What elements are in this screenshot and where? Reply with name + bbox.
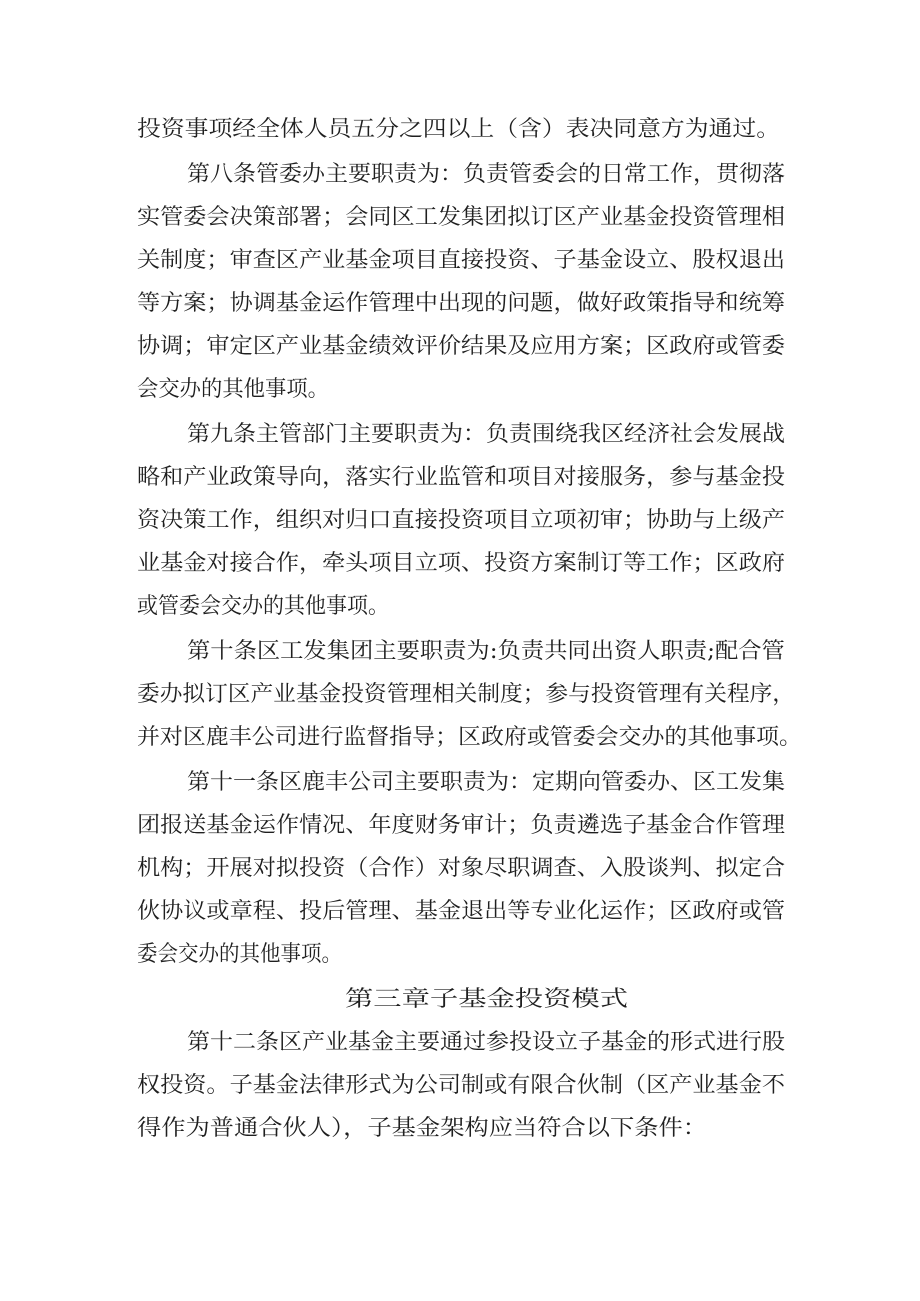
article-9-line-5: 或管委会交办的其他事项。: [137, 594, 390, 619]
article-8-line-3: 关制度；审查区产业基金项目直接投资、子基金设立、股权退出: [137, 248, 785, 273]
article-8-line-6: 会交办的其他事项。: [137, 377, 330, 402]
article-10-line-1: 第十条区工发集团主要职责为:负责共同出资人职责;配合管: [187, 639, 785, 664]
article-9-line-2: 略和产业政策导向，落实行业监管和项目对接服务，参与基金投: [137, 465, 785, 490]
article-12-line-2: 权投资。子基金法律形式为公司制或有限合伙制（区产业基金不: [137, 1073, 785, 1098]
article-11-line-4: 伙协议或章程、投后管理、基金退出等专业化运作；区政府或管: [137, 899, 785, 924]
article-12-line-3: 得作为普通合伙人），子基金架构应当符合以下条件：: [137, 1116, 708, 1141]
article-11-line-1: 第十一条区鹿丰公司主要职责为：定期向管委办、区工发集: [187, 770, 786, 795]
article-12-line-1: 第十二条区产业基金主要通过参投设立子基金的形式进行股: [187, 1030, 786, 1055]
article-10-line-2: 委办拟订区产业基金投资管理相关制度；参与投资管理有关程序，: [137, 682, 795, 707]
article-11-line-5: 委会交办的其他事项。: [137, 942, 343, 967]
article-9-line-3: 资决策工作，组织对归口直接投资项目立项初审；协助与上级产: [137, 508, 785, 533]
chapter-heading: 第三章子基金投资模式: [345, 987, 629, 1012]
article-9-line-4: 业基金对接合作，牵头项目立项、投资方案制订等工作；区政府: [137, 551, 785, 576]
article-9-line-1: 第九条主管部门主要职责为：负责围绕我区经济社会发展战: [187, 422, 786, 447]
article-8-line-2: 实管委会决策部署；会同区工发集团拟订区产业基金投资管理相: [137, 205, 785, 230]
article-10-line-3: 并对区鹿丰公司进行监督指导；区政府或管委会交办的其他事项。: [137, 725, 803, 750]
article-11-line-3: 机构；开展对拟投资（合作）对象尽职调查、入股谈判、拟定合: [137, 856, 785, 881]
article-8-line-5: 协调；审定区产业基金绩效评价结果及应用方案；区政府或管委: [137, 334, 785, 359]
text-line-1: 投资事项经全体人员五分之四以上（含）表决同意方为通过。: [137, 117, 781, 142]
article-8-line-1: 第八条管委办主要职责为：负责管委会的日常工作，贯彻落: [187, 162, 786, 187]
article-8-line-4: 等方案；协调基金运作管理中出现的问题，做好政策指导和统筹: [137, 291, 785, 316]
article-11-line-2: 团报送基金运作情况、年度财务审计；负责遴选子基金合作管理: [137, 813, 785, 838]
